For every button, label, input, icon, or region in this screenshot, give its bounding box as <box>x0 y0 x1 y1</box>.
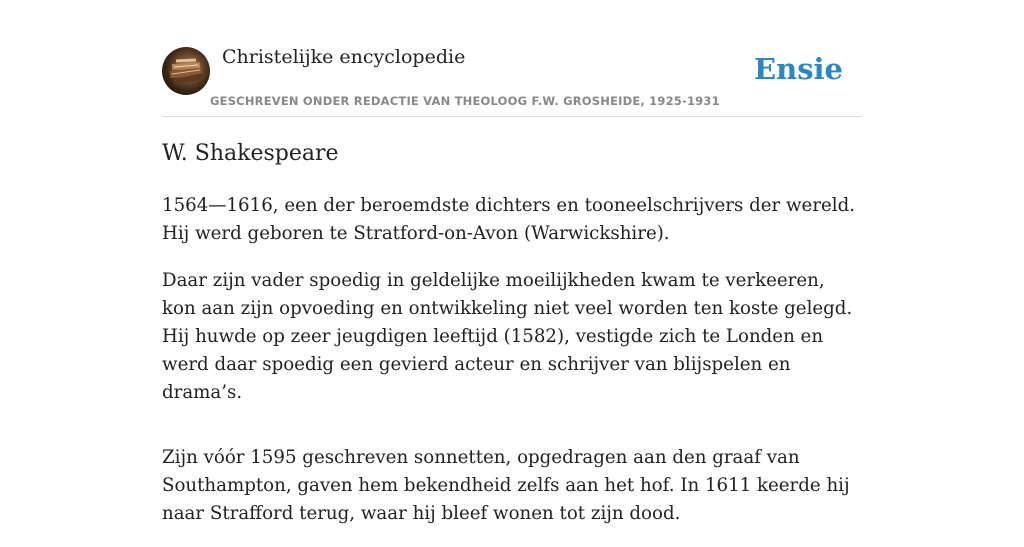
entry-title: W. Shakespeare <box>162 141 339 166</box>
ensie-logo[interactable]: Ensie <box>754 52 843 86</box>
site-title[interactable]: Christelijke encyclopedie <box>222 46 466 68</box>
entry-paragraph: Daar zijn vader spoedig in geldelijke moeilijkheden kwam te verkeeren, kon aan zijn opvoeding en ontwikkeling niet veel worden ten koste gelegd. Hij huwde op zeer jeugdigen leeftijd (1582), vestigde zich te Londen en werd daar spoedig een gevierd acteur en schrijver van blijspelen en drama’s. <box>162 270 853 403</box>
book-stack-photo-icon[interactable] <box>162 47 210 95</box>
site-header <box>162 0 862 117</box>
entry-body <box>162 192 862 547</box>
entry-paragraph: Zijn vóór 1595 geschreven sonnetten, opgedragen aan den graaf van Southampton, gaven hem bekendheid zelfs aan het hof. In 1611 keerde hij naar Strafford terug, waar hij bleef wonen tot zijn dood. <box>162 447 850 524</box>
site-subtitle: GESCHREVEN ONDER REDACTIE VAN THEOLOOG F.W. GROSHEIDE, 1925-1931 <box>210 94 720 108</box>
entry-paragraph: 1564—1616, een der beroemdste dichters en tooneelschrijvers der wereld. Hij werd geboren te Stratford-on-Avon (Warwickshire). <box>162 195 856 244</box>
